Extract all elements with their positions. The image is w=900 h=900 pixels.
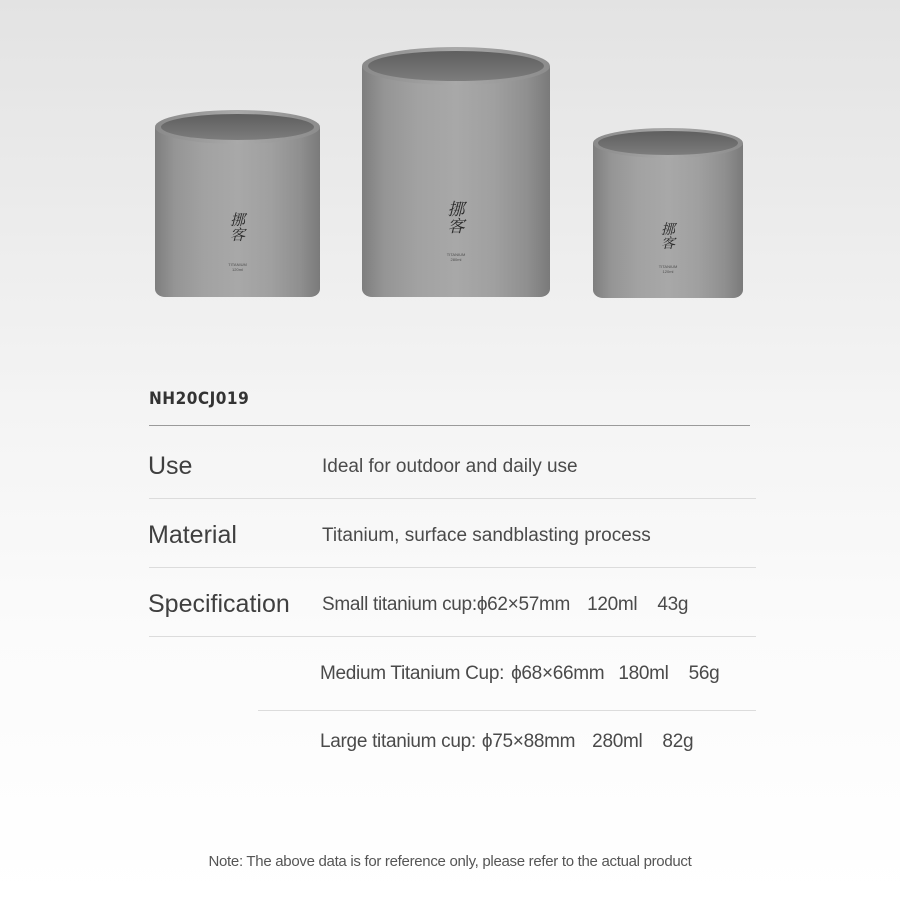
spec-row-small xyxy=(322,594,688,616)
middle-cup xyxy=(362,47,550,297)
header-divider xyxy=(149,425,750,426)
cup-sub-line1: TITANIUM xyxy=(446,252,466,257)
spec-row-large xyxy=(320,731,693,753)
spec-row-medium xyxy=(320,663,719,685)
row-divider xyxy=(149,567,756,568)
spec-name: Medium Titanium Cup: xyxy=(320,663,505,684)
cup-logo: 挪客 xyxy=(661,222,675,252)
spec-dimension: ϕ75×88mm xyxy=(481,731,576,752)
specification-label: Specification xyxy=(148,590,290,618)
spec-name: Large titanium cup: xyxy=(320,731,476,752)
use-label: Use xyxy=(148,452,193,480)
row-divider xyxy=(258,710,756,711)
left-cup xyxy=(155,110,320,297)
spec-dimension: ϕ68×66mm xyxy=(511,663,605,684)
cup-sub-text xyxy=(659,264,678,274)
spec-volume: 280ml xyxy=(592,731,643,752)
cup-sub-line1: TITANIUM xyxy=(228,262,247,267)
cup-logo: 挪客 xyxy=(229,211,245,244)
cup-sub-text xyxy=(228,262,247,272)
cup-sub-line2: 120ml xyxy=(232,267,243,272)
cup-sub-line1: TITANIUM xyxy=(658,264,678,269)
cup-sub-line2: 280ml xyxy=(450,257,462,262)
use-value: Ideal for outdoor and daily use xyxy=(322,456,578,477)
spec-name: Small titanium cup: xyxy=(322,594,477,615)
cup-logo: 挪客 xyxy=(447,200,465,237)
spec-weight: 56g xyxy=(688,663,720,684)
row-divider xyxy=(149,636,756,637)
spec-dimension: ϕ62×57mm xyxy=(476,594,571,615)
spec-volume: 120ml xyxy=(587,594,638,615)
spec-volume: 180ml xyxy=(618,663,669,684)
model-number: NH20CJ019 xyxy=(149,389,250,409)
material-value: Titanium, surface sandblasting process xyxy=(322,525,651,546)
material-label: Material xyxy=(148,521,237,549)
spec-weight: 82g xyxy=(662,731,694,752)
spec-weight: 43g xyxy=(657,594,689,615)
row-divider xyxy=(149,498,756,499)
cup-sub-text xyxy=(447,252,466,262)
cup-sub-line2: 120ml xyxy=(662,269,674,274)
right-cup xyxy=(593,128,743,298)
disclaimer-note: Note: The above data is for reference only, please refer to the actual product xyxy=(208,853,692,870)
